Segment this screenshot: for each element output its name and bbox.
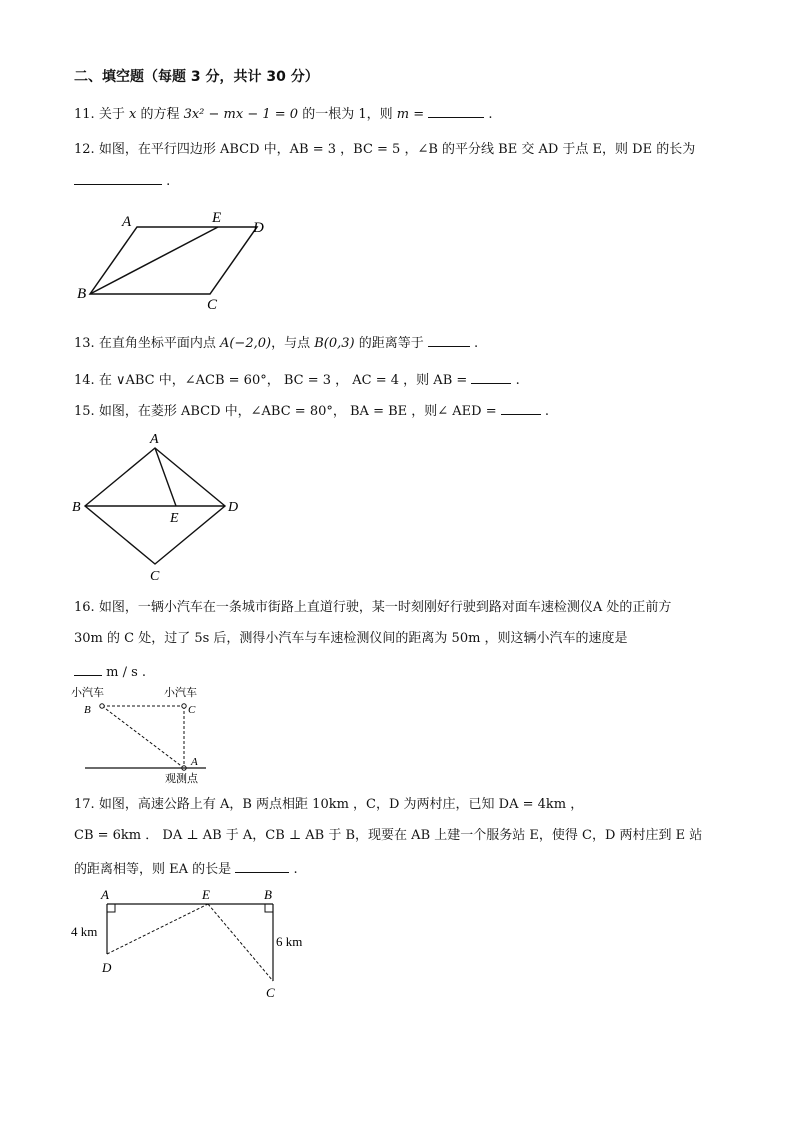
label-a: A bbox=[191, 756, 198, 768]
question-17-line-1 bbox=[74, 796, 583, 814]
label-c: C bbox=[188, 704, 196, 716]
label-d: D bbox=[102, 960, 112, 975]
point-c bbox=[182, 704, 186, 708]
end-mark: . bbox=[474, 336, 479, 351]
question-number: 16. bbox=[74, 600, 95, 615]
end-mark: . bbox=[488, 107, 493, 122]
label-b: B bbox=[77, 286, 87, 302]
question-text: 的距离等于 bbox=[354, 336, 424, 351]
right-angle-a bbox=[107, 904, 115, 912]
label-b: B bbox=[84, 704, 91, 716]
answer-blank[interactable] bbox=[235, 859, 289, 873]
answer-blank[interactable] bbox=[471, 370, 511, 384]
point-b: B(0,3) bbox=[314, 336, 355, 351]
question-12 bbox=[74, 141, 695, 159]
car-speed-figure bbox=[66, 684, 226, 788]
segment-ec bbox=[208, 904, 273, 981]
question-14 bbox=[74, 370, 520, 390]
question-12-answer bbox=[74, 171, 170, 191]
end-mark: . bbox=[515, 373, 520, 388]
label-b: B bbox=[72, 500, 81, 515]
question-text: 的方程 bbox=[136, 107, 184, 122]
question-text: 的一根为 1，则 bbox=[298, 107, 397, 122]
label-b: B bbox=[264, 887, 272, 902]
question-text: 如图，在平行四边形 ABCD 中，AB = 3 ，BC = 5 ，∠B 的平分线 BE 交 AD 于点 E，则 DE 的长为 bbox=[98, 142, 696, 157]
label-car-c: 小汽车 bbox=[164, 687, 197, 699]
question-number: 13. bbox=[74, 336, 95, 351]
label-c: C bbox=[207, 297, 218, 313]
rhombus-figure bbox=[66, 428, 256, 586]
question-13 bbox=[74, 333, 478, 353]
segment-be bbox=[90, 227, 218, 294]
question-text: 在直角坐标平面内点 bbox=[98, 336, 220, 351]
question-16-line-1 bbox=[74, 599, 671, 617]
question-number: 15. bbox=[74, 404, 95, 419]
label-car-b: 小汽车 bbox=[71, 687, 104, 699]
right-angle-b bbox=[265, 904, 273, 912]
question-text: 关于 bbox=[98, 107, 129, 122]
label-d: D bbox=[228, 500, 239, 515]
label-cb-length: 6 km bbox=[276, 934, 303, 949]
label-a: A bbox=[122, 214, 132, 230]
answer-blank[interactable] bbox=[428, 333, 470, 347]
question-15 bbox=[74, 401, 549, 421]
label-c: C bbox=[150, 569, 160, 584]
answer-blank[interactable] bbox=[428, 104, 484, 118]
question-11 bbox=[74, 104, 493, 124]
label-da-length: 4 km bbox=[71, 924, 98, 939]
end-mark: . bbox=[166, 174, 171, 189]
label-a: A bbox=[150, 432, 159, 447]
point-a: A(−2,0) bbox=[219, 336, 272, 351]
question-number: 11. bbox=[74, 107, 95, 122]
label-e: E bbox=[170, 511, 179, 526]
answer-prompt: m = bbox=[396, 107, 425, 122]
math-var: x bbox=[128, 107, 137, 122]
label-e: E bbox=[202, 887, 210, 902]
question-number: 17. bbox=[74, 797, 95, 812]
label-c: C bbox=[266, 985, 275, 1000]
question-16-line-2: 30m 的 C 处，过了 5s 后，测得小汽车与车速检测仪间的距离为 50m ，则这辆小汽车的速度是 bbox=[74, 631, 628, 646]
parallelogram-abcd bbox=[90, 227, 257, 294]
point-b bbox=[100, 704, 104, 708]
question-number: 12. bbox=[74, 142, 95, 157]
parallelogram-figure bbox=[60, 200, 290, 315]
question-text: 如图，在菱形 ABCD 中，∠ABC = 80°， BA = BE ，则∠ AED = bbox=[98, 404, 497, 419]
segment-ba bbox=[102, 706, 184, 768]
segment-de bbox=[107, 904, 208, 954]
question-text: ，与点 bbox=[271, 336, 315, 351]
end-mark: . bbox=[544, 404, 550, 419]
label-e: E bbox=[212, 210, 222, 226]
answer-blank[interactable] bbox=[74, 171, 162, 185]
section-title: 二、填空题（每题 3 分，共计 30 分） bbox=[74, 69, 319, 85]
question-text: 如图，高速公路上有 A，B 两点相距 10km ，C，D 为两村庄，已知 DA = 4km ， bbox=[98, 797, 584, 812]
label-a: A bbox=[101, 887, 109, 902]
end-mark: . bbox=[293, 862, 298, 877]
question-text: 的距离相等，则 EA 的长是 bbox=[74, 862, 232, 877]
unit: m / s . bbox=[106, 665, 147, 680]
label-observer: 观测点 bbox=[165, 773, 198, 785]
question-16-answer bbox=[74, 662, 146, 682]
question-number: 14. bbox=[74, 373, 95, 388]
question-17-line-3 bbox=[74, 859, 298, 879]
question-text: 如图，一辆小汽车在一条城市街路上直道行驶，某一时刻刚好行驶到路对面车速检测仪A 处的正前方 bbox=[98, 600, 672, 615]
label-d: D bbox=[253, 220, 264, 236]
highway-figure bbox=[66, 884, 316, 1002]
answer-blank[interactable] bbox=[501, 401, 541, 415]
question-17-line-2: CB = 6km ． DA ⊥ AB 于 A，CB ⊥ AB 于 B，现要在 AB 上建一个服务站 E，使得 C，D 两村庄到 E 站 bbox=[74, 828, 703, 843]
question-text: 在 ∨ABC 中，∠ACB = 60°， BC = 3 ， AC = 4 ，则 AB = bbox=[98, 373, 468, 388]
equation: 3x² − mx − 1 = 0 bbox=[183, 107, 299, 122]
answer-blank[interactable] bbox=[74, 662, 102, 676]
